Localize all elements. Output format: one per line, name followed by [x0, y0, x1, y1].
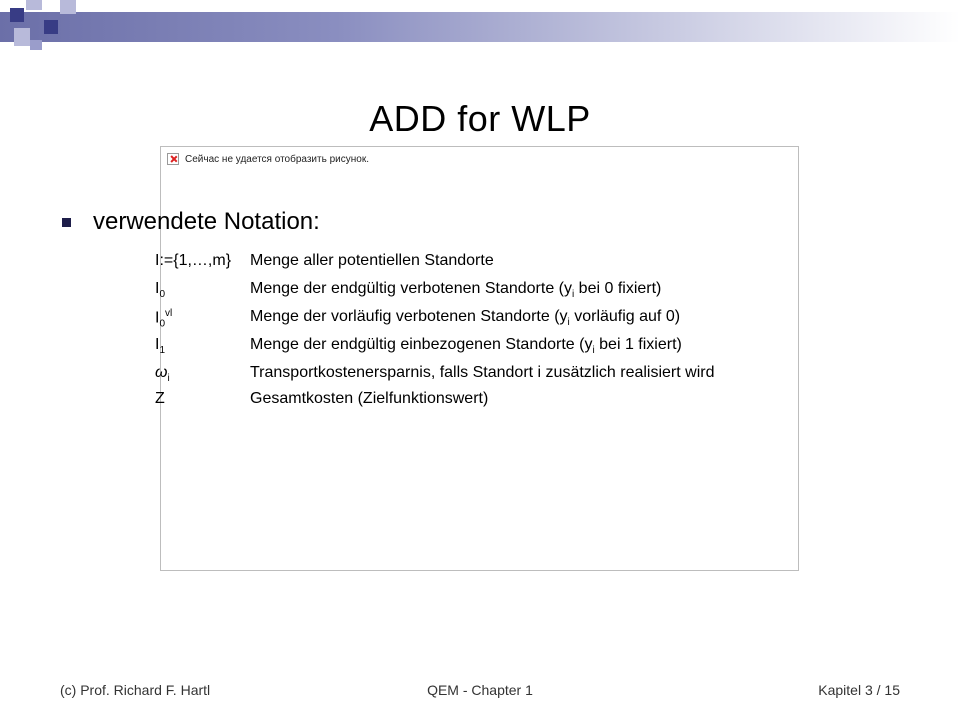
- notation-symbol: $I_0$: [155, 280, 166, 301]
- header-square: [26, 0, 42, 10]
- header-gradient-bar: [0, 12, 960, 42]
- notation-definition: Menge aller potentiellen Standorte: [250, 252, 494, 269]
- footer-page-number: Kapitel 3 / 15: [818, 682, 900, 698]
- bullet-text: verwendete Notation:: [93, 208, 320, 235]
- notation-definition: Menge der endgültig einbezogenen Standorte ($y_i$ bei 1 fixiert): [250, 336, 682, 357]
- bullet-square-icon: [62, 218, 71, 227]
- header-square: [60, 0, 76, 14]
- notation-symbol: $I_1$: [155, 336, 166, 357]
- notation-definition: Gesamtkosten (Zielfunktionswert): [250, 390, 489, 407]
- broken-image-text: Сейчас не удается отобразить рисунок.: [185, 153, 369, 165]
- broken-image-icon: [167, 153, 179, 165]
- notation-definition: Menge der vorläufig verbotenen Standorte ($y_i$ vorläufig auf 0): [250, 308, 681, 329]
- footer-author: (c) Prof. Richard F. Hartl: [60, 682, 211, 698]
- bullet-item: [62, 208, 320, 236]
- notation-definition: Transportkostenersparnis, falls Standort i zusätzlich realisiert wird: [250, 364, 715, 381]
- notation-symbol: $\omega_i$: [155, 364, 170, 385]
- broken-image-notice: [167, 153, 369, 165]
- notation-symbol: Z: [155, 390, 165, 407]
- notation-definition: Menge der endgültig verbotenen Standorte ($y_i$ bei 0 fixiert): [250, 280, 662, 301]
- notation-symbol: $I_0^{vl}$: [155, 308, 173, 330]
- header-square: [14, 28, 30, 46]
- notation-symbol: I:={1,…,m}: [155, 252, 232, 269]
- header-square: [30, 40, 42, 50]
- header-square: [10, 8, 24, 22]
- header-square: [44, 20, 58, 34]
- slide-title: ADD for WLP: [369, 98, 591, 139]
- footer-course: QEM - Chapter 1: [427, 682, 533, 698]
